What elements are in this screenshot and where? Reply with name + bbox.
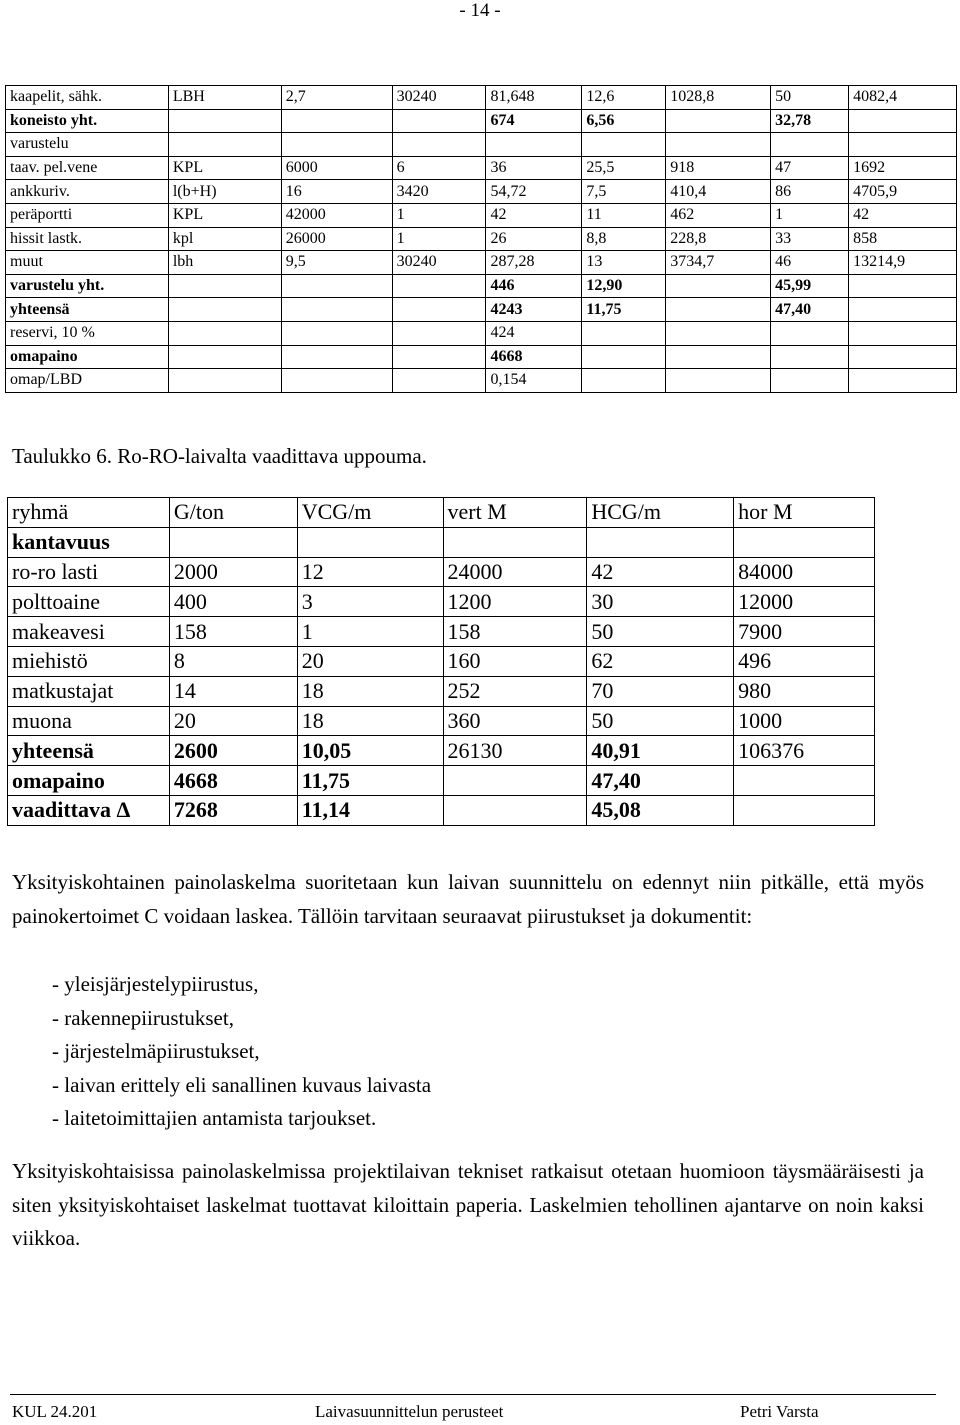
table-cell <box>168 298 281 322</box>
table-cell: 84000 <box>734 557 875 587</box>
table-cell: 86 <box>771 180 849 204</box>
table-cell: 400 <box>169 587 297 617</box>
table-cell: yhteensä <box>8 736 170 766</box>
table-cell: kantavuus <box>8 527 170 557</box>
table-cell: 33 <box>771 227 849 251</box>
table-cell: 12,6 <box>582 86 666 110</box>
table-cell: 11,75 <box>297 766 443 796</box>
table-cell: 70 <box>587 676 734 706</box>
table-cell <box>168 321 281 345</box>
table-cell <box>849 298 957 322</box>
table-cell: 18 <box>297 706 443 736</box>
table-cell <box>169 527 297 557</box>
table-cell: 1 <box>392 227 486 251</box>
table-cell: 45,99 <box>771 274 849 298</box>
table-cell: 158 <box>169 617 297 647</box>
table-row <box>6 227 957 251</box>
table-cell: 7900 <box>734 617 875 647</box>
table-row <box>6 86 957 110</box>
table-cell: 858 <box>849 227 957 251</box>
table-cell <box>849 109 957 133</box>
table-cell <box>666 369 771 393</box>
table-cell: 20 <box>169 706 297 736</box>
table-cell: 252 <box>443 676 587 706</box>
table-cell: 1692 <box>849 156 957 180</box>
table-cell: 42000 <box>281 203 392 227</box>
column-header: ryhmä <box>8 498 170 528</box>
column-header: HCG/m <box>587 498 734 528</box>
footer-course-code: KUL 24.201 <box>12 1402 98 1421</box>
table-cell: 50 <box>771 86 849 110</box>
table-cell: 160 <box>443 646 587 676</box>
list-item: - järjestelmäpiirustukset, <box>52 1039 260 1063</box>
document-list <box>52 968 431 1136</box>
footer-divider <box>10 1394 936 1395</box>
table-row <box>8 706 875 736</box>
table-cell <box>281 369 392 393</box>
table-cell <box>582 133 666 157</box>
table-cell <box>281 274 392 298</box>
table-cell: 10,05 <box>297 736 443 766</box>
table-cell: 106376 <box>734 736 875 766</box>
table-cell <box>392 321 486 345</box>
table-cell: 3420 <box>392 180 486 204</box>
table-cell: 26000 <box>281 227 392 251</box>
table-cell: 4705,9 <box>849 180 957 204</box>
table-row <box>8 766 875 796</box>
table-row <box>6 203 957 227</box>
table-cell: 8 <box>169 646 297 676</box>
table-cell: 2600 <box>169 736 297 766</box>
table-cell: 24000 <box>443 557 587 587</box>
table-cell: 1200 <box>443 587 587 617</box>
table-cell: 3734,7 <box>666 251 771 275</box>
table-cell <box>666 133 771 157</box>
table-cell <box>734 766 875 796</box>
table-cell: 54,72 <box>486 180 582 204</box>
table-cell <box>771 345 849 369</box>
table-cell <box>771 133 849 157</box>
table-row <box>8 646 875 676</box>
table-cell <box>392 298 486 322</box>
table-cell: koneisto yht. <box>6 109 169 133</box>
table-cell <box>281 345 392 369</box>
table-cell: reservi, 10 % <box>6 321 169 345</box>
table-row <box>8 527 875 557</box>
table-cell: 3 <box>297 587 443 617</box>
table-cell: 26130 <box>443 736 587 766</box>
table-row <box>6 345 957 369</box>
table-cell: 4668 <box>169 766 297 796</box>
table-cell: 32,78 <box>771 109 849 133</box>
table-cell: makeavesi <box>8 617 170 647</box>
table-cell: 446 <box>486 274 582 298</box>
table-cell: 30240 <box>392 86 486 110</box>
table-row <box>6 369 957 393</box>
table-cell <box>771 321 849 345</box>
table-cell: 12,90 <box>582 274 666 298</box>
table-cell: lbh <box>168 251 281 275</box>
table-cell: 4082,4 <box>849 86 957 110</box>
footer-author: Petri Varsta <box>740 1402 819 1421</box>
table-cell: 2,7 <box>281 86 392 110</box>
list-item: - rakennepiirustukset, <box>52 1005 234 1030</box>
table-cell: 0,154 <box>486 369 582 393</box>
table-cell: 1 <box>297 617 443 647</box>
table-cell <box>582 321 666 345</box>
table-cell <box>168 345 281 369</box>
table-cell <box>392 109 486 133</box>
table-cell <box>582 345 666 369</box>
table-cell <box>297 527 443 557</box>
table-cell <box>849 345 957 369</box>
table-cell <box>849 369 957 393</box>
table-cell <box>666 298 771 322</box>
table-cell <box>281 298 392 322</box>
table-cell: 228,8 <box>666 227 771 251</box>
table-cell: vaadittava Δ <box>8 795 170 825</box>
table-row <box>8 676 875 706</box>
table-cell: 918 <box>666 156 771 180</box>
table-cell: 6 <box>392 156 486 180</box>
table-row <box>8 557 875 587</box>
paragraph-weight-calculation: Yksityiskohtainen painolaskelma suoritetaan kun laivan suunnittelu on edennyt niin pitkälle, että myös painokertoimet C voidaan laskea. Tällöin tarvitaan seuraavat piirustukset ja dokumentit: <box>12 870 924 928</box>
column-header: vert M <box>443 498 587 528</box>
table-cell: 18 <box>297 676 443 706</box>
table-cell: 30240 <box>392 251 486 275</box>
column-header: hor M <box>734 498 875 528</box>
table-cell: muona <box>8 706 170 736</box>
table-cell <box>281 321 392 345</box>
table-row <box>8 617 875 647</box>
table-cell <box>168 274 281 298</box>
table-cell <box>392 274 486 298</box>
table-row <box>6 251 957 275</box>
table-cell: KPL <box>168 156 281 180</box>
table-cell: omapaino <box>8 766 170 796</box>
table-row <box>6 156 957 180</box>
table-cell: LBH <box>168 86 281 110</box>
table-cell <box>849 321 957 345</box>
table-cell: 50 <box>587 617 734 647</box>
table-cell: varustelu <box>6 133 169 157</box>
table-cell: 496 <box>734 646 875 676</box>
table-cell: 287,28 <box>486 251 582 275</box>
table-cell <box>281 133 392 157</box>
table-cell: hissit lastk. <box>6 227 169 251</box>
table-cell <box>392 133 486 157</box>
table-cell <box>666 345 771 369</box>
table-cell: 42 <box>486 203 582 227</box>
table-cell <box>443 527 587 557</box>
table-cell: 8,8 <box>582 227 666 251</box>
table-cell: KPL <box>168 203 281 227</box>
table-cell: 40,91 <box>587 736 734 766</box>
table-cell <box>168 109 281 133</box>
table-cell: taav. pel.vene <box>6 156 169 180</box>
table-cell: 81,648 <box>486 86 582 110</box>
table-cell: 14 <box>169 676 297 706</box>
table-cell: 26 <box>486 227 582 251</box>
table-cell <box>666 321 771 345</box>
table-cell: 42 <box>849 203 957 227</box>
table-cell <box>486 133 582 157</box>
list-item: - yleisjärjestelypiirustus, <box>52 972 259 996</box>
table-cell <box>666 109 771 133</box>
table-cell: 1028,8 <box>666 86 771 110</box>
table-row <box>6 133 957 157</box>
table-cell <box>392 345 486 369</box>
table-cell: omap/LBD <box>6 369 169 393</box>
column-header: VCG/m <box>297 498 443 528</box>
table-cell: 47 <box>771 156 849 180</box>
table-cell: 11,14 <box>297 795 443 825</box>
table-cell <box>587 527 734 557</box>
table-cell: 47,40 <box>771 298 849 322</box>
table-cell: 980 <box>734 676 875 706</box>
table-cell <box>734 527 875 557</box>
table-cell <box>849 133 957 157</box>
table-cell: 6000 <box>281 156 392 180</box>
table-cell: 11 <box>582 203 666 227</box>
table-cell: 36 <box>486 156 582 180</box>
table-cell: omapaino <box>6 345 169 369</box>
table-caption: Taulukko 6. Ro-RO-laivalta vaadittava uppouma. <box>12 444 427 468</box>
paragraph-detailed-calculation: Yksityiskohtaisissa painolaskelmissa projektilaivan tekniset ratkaisut otetaan huomioon täysmääräisesti ja siten yksityiskohtaiset laskelmat tuottavat kiloittain paperia. Laskelmien tehollinen ajantarve on noin kaksi viikkoa. <box>12 1159 924 1250</box>
table-cell: 13 <box>582 251 666 275</box>
table-cell: matkustajat <box>8 676 170 706</box>
table-cell: 12000 <box>734 587 875 617</box>
column-header: G/ton <box>169 498 297 528</box>
table-cell <box>281 109 392 133</box>
table-row <box>6 109 957 133</box>
table-cell: 4243 <box>486 298 582 322</box>
table-cell <box>734 795 875 825</box>
table-cell: 9,5 <box>281 251 392 275</box>
table-header-row <box>8 498 875 528</box>
table-row <box>6 180 957 204</box>
table-cell: 1 <box>392 203 486 227</box>
table-cell: 6,56 <box>582 109 666 133</box>
table-cell: kpl <box>168 227 281 251</box>
table-cell: 2000 <box>169 557 297 587</box>
table-cell: 424 <box>486 321 582 345</box>
table-row <box>6 321 957 345</box>
table-cell: 50 <box>587 706 734 736</box>
table-cell <box>443 795 587 825</box>
table-cell: 30 <box>587 587 734 617</box>
table-cell: varustelu yht. <box>6 274 169 298</box>
table-cell: 45,08 <box>587 795 734 825</box>
table-cell: 7,5 <box>582 180 666 204</box>
table-cell: 7268 <box>169 795 297 825</box>
table-cell: 13214,9 <box>849 251 957 275</box>
table-cell: 25,5 <box>582 156 666 180</box>
table-cell: 1 <box>771 203 849 227</box>
table-cell: 1000 <box>734 706 875 736</box>
table-cell: 674 <box>486 109 582 133</box>
table-cell: ankkuriv. <box>6 180 169 204</box>
table-cell: 11,75 <box>582 298 666 322</box>
table-cell: 20 <box>297 646 443 676</box>
table-row <box>8 587 875 617</box>
table-cell <box>849 274 957 298</box>
list-item: - laivan erittely eli sanallinen kuvaus laivasta <box>52 1072 432 1097</box>
table-cell: 42 <box>587 557 734 587</box>
table-cell: l(b+H) <box>168 180 281 204</box>
displacement-table <box>7 497 875 826</box>
table-cell <box>771 369 849 393</box>
table-row <box>8 795 875 825</box>
table-cell <box>168 369 281 393</box>
table-cell: 47,40 <box>587 766 734 796</box>
list-item: - laitetoimittajien antamista tarjoukset. <box>52 1106 377 1130</box>
weight-table <box>5 85 957 393</box>
table-cell <box>666 274 771 298</box>
table-cell <box>168 133 281 157</box>
table-row <box>8 736 875 766</box>
table-cell: peräportti <box>6 203 169 227</box>
table-cell: miehistö <box>8 646 170 676</box>
table-cell: 16 <box>281 180 392 204</box>
table-cell: 4668 <box>486 345 582 369</box>
table-cell: 462 <box>666 203 771 227</box>
table-cell: yhteensä <box>6 298 169 322</box>
page-number: - 14 - <box>459 0 501 21</box>
table-cell <box>392 369 486 393</box>
table-cell: muut <box>6 251 169 275</box>
table-cell <box>582 369 666 393</box>
table-cell: polttoaine <box>8 587 170 617</box>
table-row <box>6 274 957 298</box>
table-cell: 46 <box>771 251 849 275</box>
table-cell: ro-ro lasti <box>8 557 170 587</box>
table-cell: 158 <box>443 617 587 647</box>
table-cell: 360 <box>443 706 587 736</box>
table-cell: kaapelit, sähk. <box>6 86 169 110</box>
table-cell: 62 <box>587 646 734 676</box>
table-cell: 12 <box>297 557 443 587</box>
footer-course-title: Laivasuunnittelun perusteet <box>315 1402 504 1421</box>
table-row <box>6 298 957 322</box>
table-cell <box>443 766 587 796</box>
table-cell: 410,4 <box>666 180 771 204</box>
